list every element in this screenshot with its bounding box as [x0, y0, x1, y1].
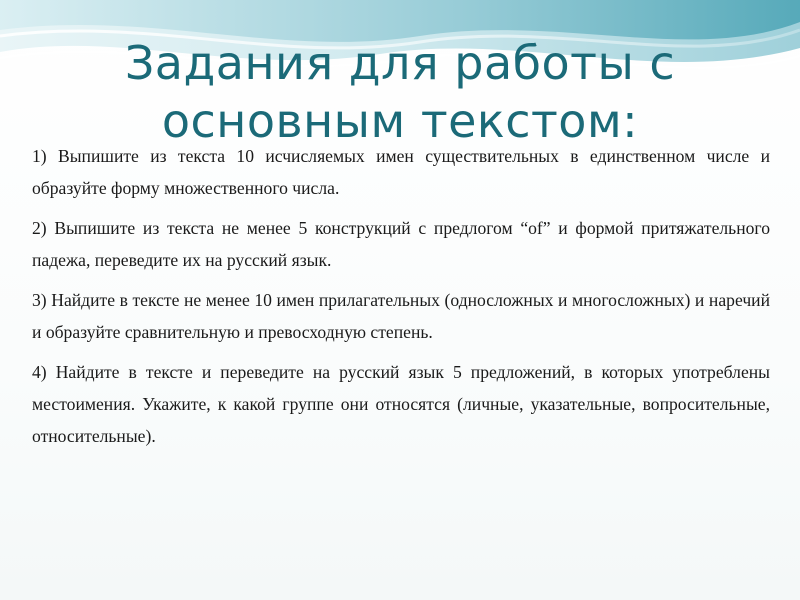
- task-item-2: 2) Выпишите из текста не менее 5 конструкций с предлогом “of” и формой притяжательного падежа, переведите их на русский язык.: [32, 218, 770, 270]
- task-item-4: 4) Найдите в тексте и переведите на русский язык 5 предложений, в которых употреблены местоимения. Укажите, к какой группе они относятся (личные, указательные, вопросительные, относительные).: [32, 362, 770, 446]
- title-line-1: Задания для работы с: [124, 36, 676, 90]
- title-line-2: основным текстом:: [161, 94, 639, 148]
- task-list: [32, 140, 770, 460]
- slide-title: [30, 34, 770, 150]
- task-item-3: 3) Найдите в тексте не менее 10 имен прилагательных (односложных и многосложных) и наречий и образуйте сравнительную и превосходную степень.: [32, 290, 770, 342]
- task-item-1: 1) Выпишите из текста 10 исчисляемых имен существительных в единственном числе и образуйте форму множественного числа.: [32, 146, 770, 198]
